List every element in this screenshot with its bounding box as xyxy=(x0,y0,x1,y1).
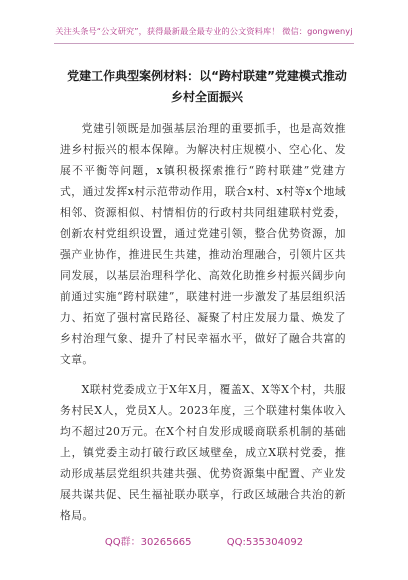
header-divider xyxy=(54,43,354,44)
footer-contact xyxy=(0,533,408,548)
document-body xyxy=(60,118,346,535)
document-title: 党建工作典型案例材料：以“跨村联建”党建模式推动乡村全面振兴 xyxy=(67,69,347,104)
header-banner: 关注头条号“公文研究”，获得最新最全最专业的公文资料库！ 微信：gongwenyj xyxy=(55,26,353,36)
footer-qq-group: QQ群：30265665 xyxy=(104,537,192,548)
body-paragraph-2: X联村党委成立于X年X月，覆盖X、X等X个村，共服务村民X人，党员X人。2023年度，三个联建村集体收入均不超过20万元。在X个村自发形成暖商联系机制的基础上，镇党委主动打破行政区域壁垒，成立X联村党委，推动形成基层党组织共建共强、优势资源集中配置、产业发展共谋共促、民生福祉联办联享，行政区域融合共治的新格局。 xyxy=(60,383,346,522)
body-paragraph-1: 党建引领既是加强基层治理的重要抓手，也是高效推进乡村振兴的根本保障。为解决村庄规模小、空心化、发展不平衡等问题，x镇积极探索推行“跨村联建”党建方式，通过发挥x村示范带动作用，联合x村、x村等x个地域相邻、资源相似、村情相仿的行政村共同组建联村党委，创新农村党组织设置，通过党建引领，整合优势资源，加强产业协作，推进民生共建，推动治理融合，引领片区共同发展，以基层治理科学化、高效化助推乡村振兴阔步向前通过实施“跨村联建”，联建村进一步激发了基层组织活力、拓宽了强村富民路径、凝聚了村庄发展力量、焕发了乡村治理气象、提升了村民幸福水平，做好了融合共富的文章。 xyxy=(60,122,346,366)
footer-qq-number: QQ:535304092 xyxy=(226,537,304,548)
